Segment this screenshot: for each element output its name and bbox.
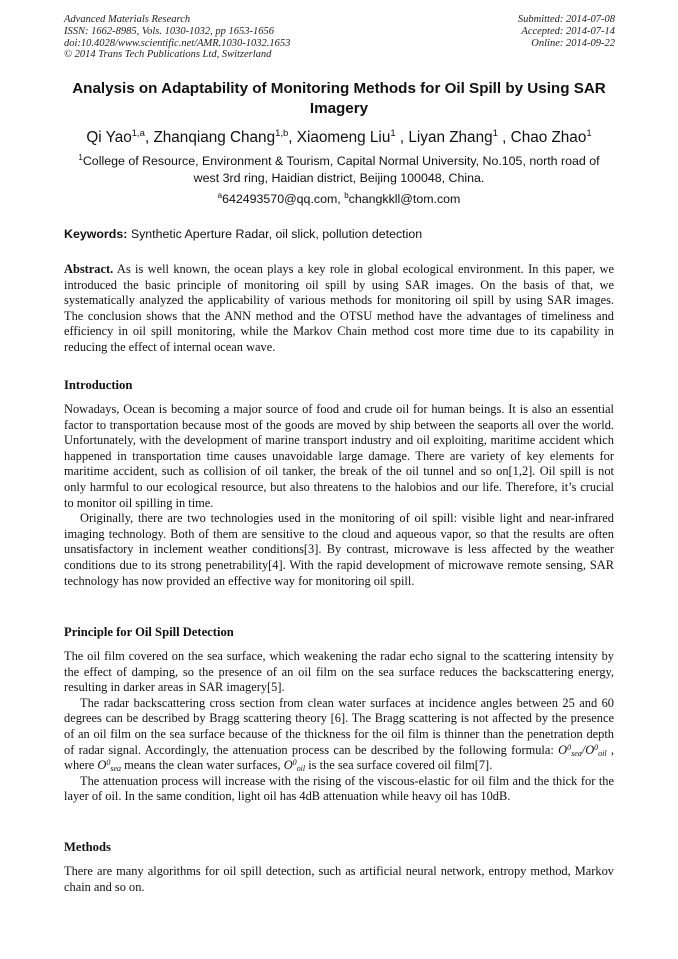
journal-name: Advanced Materials Research — [64, 14, 191, 25]
section-heading: Principle for Oil Spill Detection — [64, 625, 234, 639]
keywords-label: Keywords: — [64, 227, 128, 241]
author-affil-mark: 1,a — [131, 128, 145, 139]
journal-copyright: © 2014 Trans Tech Publications Ltd, Switzerland — [64, 49, 272, 61]
section-heading: Introduction — [64, 378, 133, 392]
journal-doi: doi:10.4028/www.scientific.net/AMR.1030-1032.1653 — [64, 37, 291, 49]
author-separator: , — [497, 129, 511, 146]
author-affil-mark: 1 — [390, 128, 396, 139]
author-affil-mark: 1 — [586, 128, 592, 139]
author-name: Qi Yao — [86, 129, 132, 146]
section-methods — [64, 840, 614, 895]
paragraph: The oil film covered on the sea surface, which weakening the radar echo signal to the scattering intensity by the effect of damping, so the presence of an oil film on the sea surface reduces the backscattering energy, resulting in darker areas in SAR imagery[5]. — [64, 649, 614, 695]
email-a: 642493570@qq.com, — [222, 192, 345, 206]
author-separator: , — [288, 129, 297, 146]
symbol-o-sea: $O^0_{sea}$ — [97, 758, 121, 774]
author-affil-mark: 1 — [492, 128, 498, 139]
paper-title: Analysis on Adaptability of Monitoring Methods for Oil Spill by Using SAR Imagery — [72, 80, 606, 117]
keywords — [64, 226, 624, 243]
section-introduction — [64, 378, 614, 589]
paragraph-text: The radar backscattering cross section from clean water surfaces at incidence angles between 25 and 60 degrees can be described by Bragg scattering theory [6]. The Bragg scattering is not affected by the presence of an oil film on the sea surface because of the thickness for the oil film is thinner than the penetration depth of radar signal. Accordingly, the attenuation process can be described by the following formula: — [64, 695, 614, 757]
author-list — [40, 127, 638, 149]
author-emails — [64, 191, 614, 208]
symbol-o-oil: $O^0_{oil}$ — [283, 758, 306, 774]
section-principle — [64, 625, 614, 805]
keywords-text: Synthetic Aperture Radar, oil slick, pollution detection — [130, 227, 423, 241]
author-name: Zhanqiang Chang — [153, 129, 276, 146]
author-name: Liyan Zhang — [408, 129, 493, 146]
abstract-label: Abstract. — [64, 262, 114, 276]
date-submitted: Submitted: 2014-07-08 — [517, 14, 615, 25]
abstract — [64, 262, 614, 356]
paragraph: The radar backscattering cross section from clean water surfaces at incidence angles between 25 and 60 degrees can be described by Bragg scattering theory [6]. The Bragg scattering is not affected by the presence of an oil film on the sea surface because of the thickness for the oil film is thinner than the penetration depth of radar signal. Accordingly, the attenuation process can be described by the following formula: $O^0_{sea}/O^0_{oil}$ , where $O^0_{sea}$ means the clean water surfaces, $O^0_{oil}$ is the sea surface covered oil film[7]. — [64, 695, 614, 774]
email-mark-b: b — [344, 191, 349, 200]
submission-dates — [518, 14, 615, 49]
date-online: Online: 2014-09-22 — [531, 37, 615, 49]
paragraph: The attenuation process will increase with the rising of the viscous-elastic for oil film and the thick for the layer of oil. In the same condition, light oil has 4dB attenuation while heavy oil has 10dB. — [64, 773, 614, 804]
attenuation-formula: $O^0_{sea}/O^0_{oil}$ — [558, 742, 607, 758]
paragraph: Originally, there are two technologies used in the monitoring of oil spill: visible light and near-infrared imaging technology. Both of them are sensitive to the cloud and aqueous vapor, so that the results are often unsatisfactory in inclement weather conditions[3]. By contrast, microwave is less affected by the weather conditions due to its strong penetrability[4]. With the rapid development of microwave remote sensing, SAR technology has now provided an effective way for monitoring oil spill. — [64, 511, 614, 588]
paragraph: There are many algorithms for oil spill detection, such as artificial neural network, entropy method, Markov chain and so on. — [64, 864, 614, 894]
abstract-text: As is well known, the ocean plays a key role in global ecological environment. In this paper, we introduced the basic principle of monitoring oil spill by using SAR images. On the basis of that, we systematically analyzed the applicability of various methods for monitoring oil spill by using SAR images. The conclusion shows that the ANN method and the OTSU method have the advantages of timeliness and efficiency in oil spill monitoring, while the Markov Chain method cost more time due to its capability in reducing the effect of internal ocean wave. — [64, 262, 614, 354]
author-affil-mark: 1,b — [275, 128, 289, 139]
affiliation-mark: 1 — [78, 153, 83, 162]
email-b: changkkll@tom.com — [348, 192, 461, 206]
author-name: Xiaomeng Liu — [296, 129, 391, 146]
affiliation-text: College of Resource, Environment & Tourism, Capital Normal University, No.105, north road of west 3rd ring, Haidian district, Beijing 100048, China. — [82, 154, 600, 185]
journal-issn: ISSN: 1662-8985, Vols. 1030-1032, pp 1653-1656 — [64, 25, 274, 37]
author-name: Chao Zhao — [510, 129, 587, 146]
journal-info — [64, 14, 290, 61]
paragraph: Nowadays, Ocean is becoming a major source of food and crude oil for human beings. It is also an essential factor to transportation because most of the goods are moved by ship between the seaports all over the world. Unfortunately, with the development of marine transport industry and oil exploiting, maritime accident which happened in transportation time causes unavoidable large damage. There are variety of key elements for maritime accident, such as collision of oil tanker, the break of the oil tunnel and so on[1,2]. Oil spill is not only harmful to our ecological resource, but also threatens to the halobios and our life. Therefore, it’s crucial to monitor oil spilling in time. — [64, 402, 614, 510]
author-separator: , — [144, 129, 154, 146]
section-heading: Methods — [64, 840, 111, 854]
affiliation — [64, 153, 614, 187]
date-accepted: Accepted: 2014-07-14 — [521, 25, 615, 37]
author-separator: , — [395, 129, 409, 146]
email-mark-a: a — [217, 191, 223, 200]
